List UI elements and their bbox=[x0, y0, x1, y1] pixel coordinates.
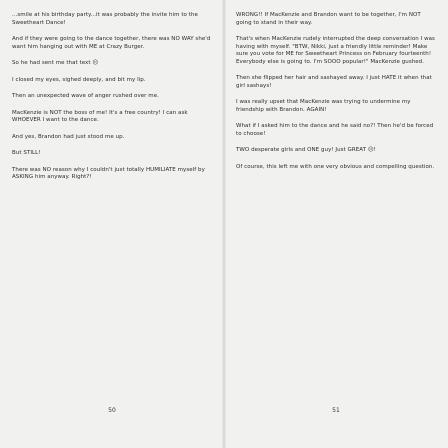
paragraph: What if I asked him to the dance and he said no?! Then he'd be forced to choose! bbox=[236, 123, 434, 137]
paragraph: I was really upset that MacKenzie was trying to undermine my friendship with Brandon. AGAIN! bbox=[236, 99, 411, 113]
page-number: 50 bbox=[108, 407, 116, 414]
paragraph: That's when MacKenzie rudely interrupted the deep conversation I was having with myself. "BTW, Nikki, just a friendly little reminder! Make sure you vote for ME for Sweetheart Princess on February fourteenth! Everybody else is going to. I'm SOOO popular!" MacKenzie gushed. bbox=[236, 36, 435, 65]
page-number: 51 bbox=[332, 407, 340, 414]
paragraph: Of course, this left me with one very obvious and compelling question. bbox=[236, 163, 435, 170]
paragraph: ...smile at his birthday party...it was probably the invite him to the Sweetheart Dance! bbox=[12, 12, 198, 26]
paragraph: There was NO reason why I couldn't just totally HUMILIATE myself by ASKING him anyway. Right?! bbox=[12, 166, 205, 180]
paragraph: WRONG!! If MacKenzie and Brandon want to be together, I'm NOT going to stand in their way. bbox=[236, 12, 421, 26]
paragraph: Then she flipped her hair and sashayed away. I just HATE it when that girl sashays! bbox=[236, 75, 432, 89]
paragraph: Then an unexpected wave of anger rushed over me. bbox=[12, 93, 159, 99]
paragraph: I closed my eyes, sighed deeply, and bit my lip. bbox=[12, 76, 146, 83]
paragraph: But STILL! bbox=[12, 150, 41, 156]
right-page bbox=[224, 0, 448, 448]
paragraph: So he had sent me that text ☹ bbox=[12, 60, 99, 66]
paragraph: TWO desperate girls and ONE guy! Just GREAT ☹! bbox=[236, 147, 376, 153]
paragraph: MacKenzie is NOT the boss of me! It's a free country! I can ask WHOEVER I want to the dance. bbox=[12, 109, 188, 123]
paragraph: And if they were going to the dance together, there was NO WAY she'd want him hanging out with ME at Crazy Burger. bbox=[12, 36, 211, 50]
paragraph: And yes, Brandon had just stood me up. bbox=[12, 133, 125, 140]
